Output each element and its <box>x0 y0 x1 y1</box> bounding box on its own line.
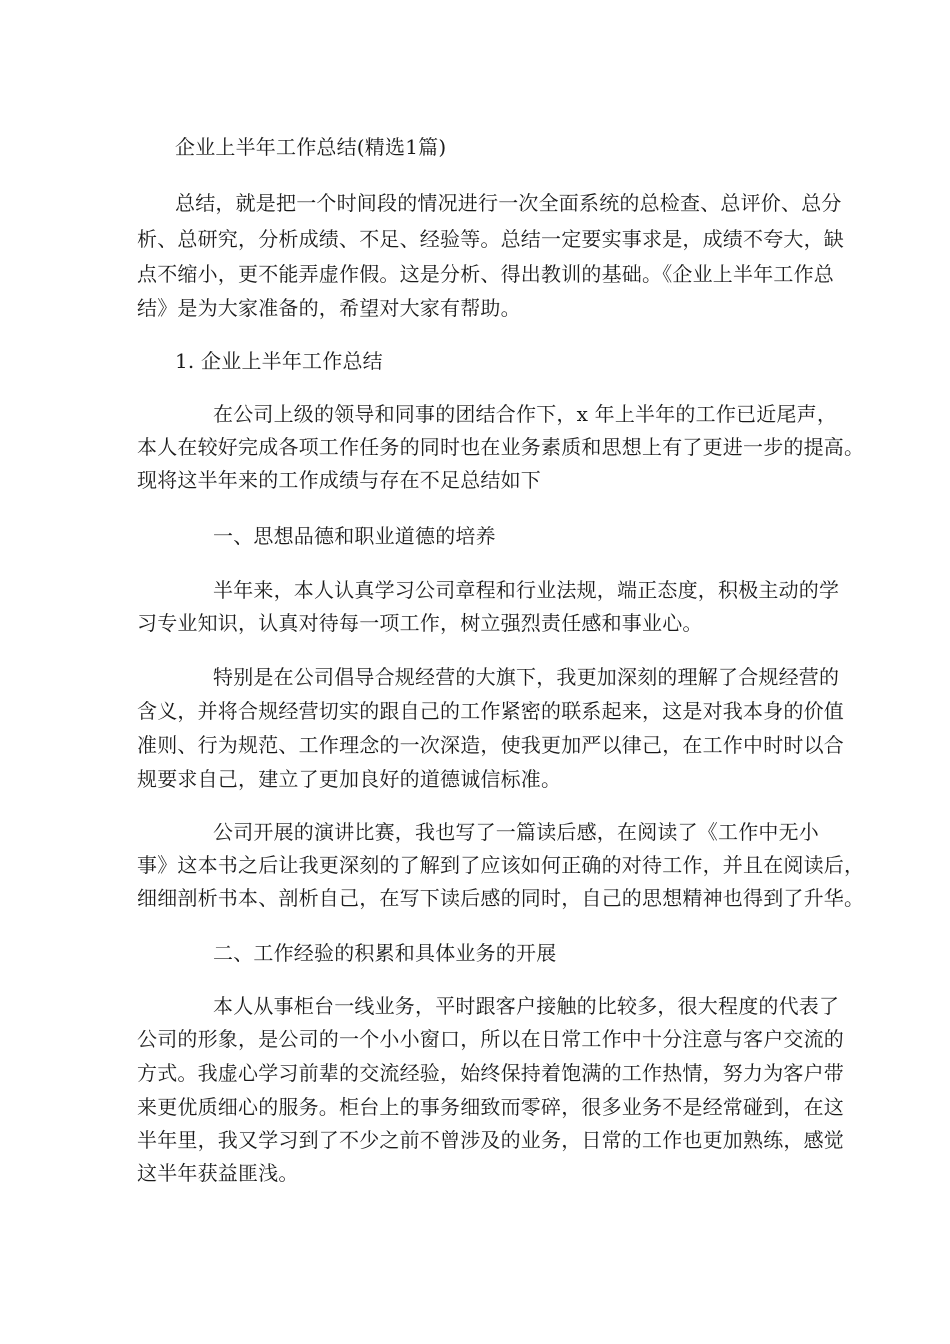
paragraph-line: 现将这半年来的工作成绩与存在不足总结如下 <box>137 468 541 492</box>
paragraph-line: 在公司上级的领导和同事的团结合作下，x 年上半年的工作已近尾声， <box>213 402 838 426</box>
paragraph-line: 细细剖析书本、剖析自己，在写下读后感的同时，自己的思想精神也得到了升华。 <box>137 886 865 910</box>
paragraph-line: 公司开展的演讲比赛，我也写了一篇读后感，在阅读了《工作中无小 <box>213 820 819 844</box>
paragraph-line: 含义，并将合规经营切实的跟自己的工作紧密的联系起来，这是对我本身的价值 <box>137 699 844 723</box>
paragraph-line: 习专业知识，认真对待每一项工作，树立强烈责任感和事业心。 <box>137 611 703 635</box>
intro-line: 结》是为大家准备的，希望对大家有帮助。 <box>137 296 521 320</box>
paragraph-line: 规要求自己，建立了更加良好的道德诚信标准。 <box>137 767 562 791</box>
paragraph-line: 公司的形象，是公司的一个小小窗口，所以在日常工作中十分注意与客户交流的 <box>137 1027 844 1051</box>
document-title: 企业上半年工作总结(精选1篇) <box>175 135 447 159</box>
intro-line: 析、总研究，分析成绩、不足、经验等。总结一定要实事求是，成绩不夸大，缺 <box>137 227 844 251</box>
paragraph-line: 事》这本书之后让我更深刻的了解到了应该如何正确的对待工作，并且在阅读后， <box>137 853 865 877</box>
paragraph-line: 这半年获益匪浅。 <box>137 1161 299 1185</box>
paragraph-line: 半年来，本人认真学习公司章程和行业法规，端正态度，积极主动的学 <box>213 578 840 602</box>
paragraph-line: 本人从事柜台一线业务，平时跟客户接触的比较多，很大程度的代表了 <box>213 994 840 1018</box>
section-subtitle: 1. 企业上半年工作总结 <box>175 349 383 373</box>
paragraph-line: 方式。我虚心学习前辈的交流经验，始终保持着饱满的工作热情，努力为客户带 <box>137 1061 844 1085</box>
intro-line: 总结，就是把一个时间段的情况进行一次全面系统的总检查、总评价、总分 <box>175 191 842 215</box>
section-heading: 一、思想品德和职业道德的培养 <box>213 524 496 548</box>
paragraph-line: 本人在较好完成各项工作任务的同时也在业务素质和思想上有了更进一步的提高。 <box>137 435 865 459</box>
section-heading: 二、工作经验的积累和具体业务的开展 <box>213 941 557 965</box>
paragraph-line: 半年里，我又学习到了不少之前不曾涉及的业务，日常的工作也更加熟练，感觉 <box>137 1128 844 1152</box>
paragraph-line: 来更优质细心的服务。柜台上的事务细致而零碎，很多业务不是经常碰到，在这 <box>137 1095 844 1119</box>
paragraph-line: 特别是在公司倡导合规经营的大旗下，我更加深刻的理解了合规经营的 <box>213 665 840 689</box>
paragraph-line: 准则、行为规范、工作理念的一次深造，使我更加严以律己，在工作中时时以合 <box>137 733 844 757</box>
intro-line: 点不缩小，更不能弄虚作假。这是分析、得出教训的基础。《企业上半年工作总 <box>137 262 834 286</box>
